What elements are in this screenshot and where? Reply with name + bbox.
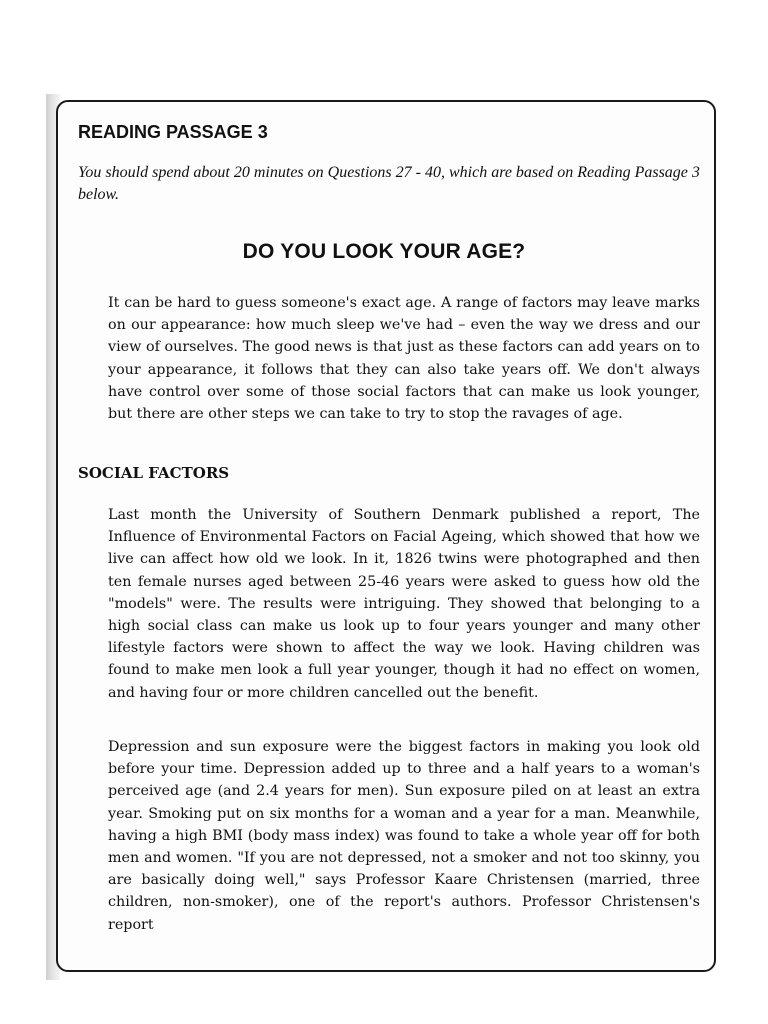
passage-heading: READING PASSAGE 3 (78, 122, 268, 142)
intro-paragraph: It can be hard to guess someone's exact age. A range of factors may leave marks on our appearance: how much sleep we've had – even the way we dress and our view of ourselves. The good news is that just as these factors can add years on to your appearance, it follows that they can also take years off. We don't always have control over some of those social factors that can make us look younger, but there are other steps we can take to try to stop the ravages of age. (108, 295, 700, 423)
section-heading: SOCIAL FACTORS (78, 464, 230, 482)
instruction-text: You should spend about 20 minutes on Questions 27 - 40, which are based on Reading Passage 3 below. (78, 164, 700, 203)
article-title: DO YOU LOOK YOUR AGE? (242, 240, 526, 263)
body-paragraph-1: Last month the University of Southern Denmark published a report, The Influence of Environmental Factors on Facial Ageing, which showed that how we live can affect how old we look. In it, 1826 twins were photographed and then ten female nurses aged between 25-46 years were asked to guess how old the "models" were. The results were intriguing. They showed that belonging to a high social class can make us look up to four years younger and many other lifestyle factors were shown to affect the way we look. Having children was found to make men look a full year younger, though it had no effect on women, and having four or more children cancelled out the benefit. (108, 507, 700, 701)
body-paragraph-2: Depression and sun exposure were the biggest factors in making you look old before your time. Depression added up to three and a half years to a woman's perceived age (and 2.4 years for men). Sun exposure piled on at least an extra year. Smoking put on six months for a woman and a year for a man. Meanwhile, having a high BMI (body mass index) was found to take a whole year off for both men and women. "If you are not depressed, not a smoker and not too skinny, you are basically doing well," says Professor Kaare Christensen (married, three children, non-smoker), one of the report's authors. Professor Christensen's report (108, 739, 700, 933)
